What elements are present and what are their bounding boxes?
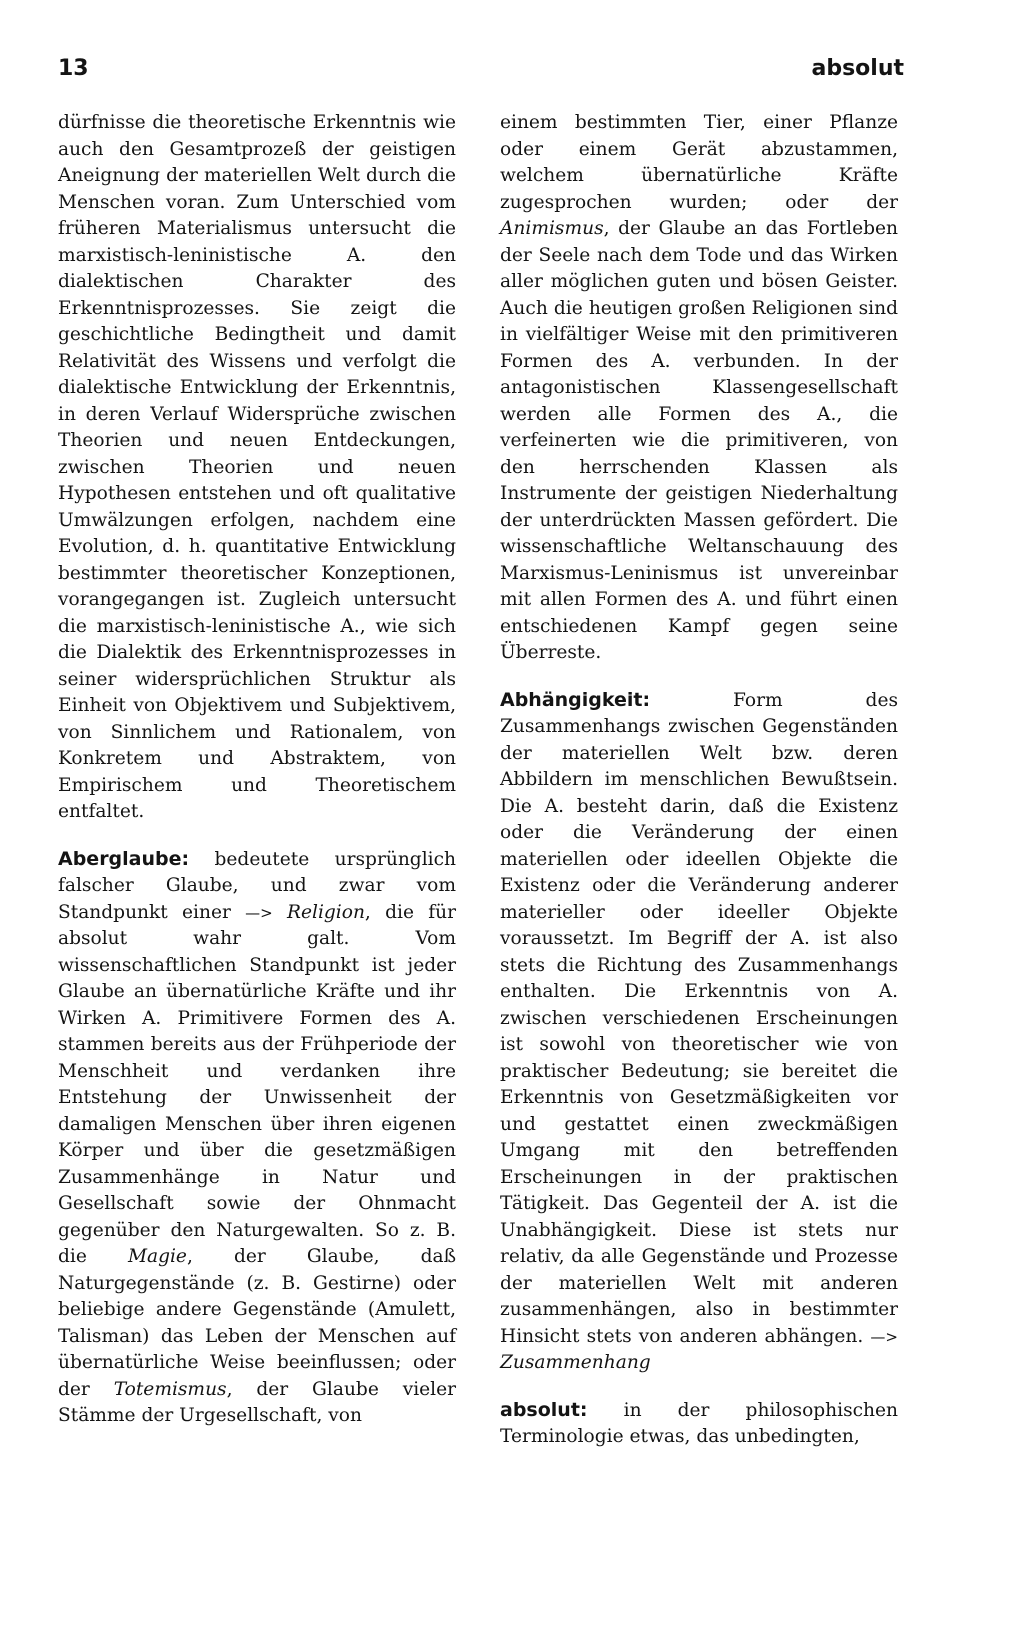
page-number: 13	[58, 56, 89, 81]
cross-reference-arrow-icon: —>	[245, 903, 273, 922]
entry-text: , der Glaube an das Fortleben der Seele nach dem Tode und das Wirken aller möglichen guten und bösen Geister. Auch die heutigen großen Religionen sind in vielfältiger Weise mit den primitiveren Formen des A. verbunden. In der antagonistischen Klassengesellschaft werden alle Formen des A., die verfeinerten wie die primitiveren, von den herrschenden Klassen als Instrumente der geistigen Niederhaltung der unterdrückten Massen gefördert. Die wissenschaftliche Weltanschauung des Marxismus-Leninismus ist unvereinbar mit allen Formen des A. und führt einen entschiedenen Kampf gegen seine Überreste.	[500, 218, 898, 663]
entry-aberglaube	[58, 846, 456, 1430]
entry-text: bedeutete ursprünglich falscher Glaube, und zwar vom Standpunkt einer	[58, 848, 456, 923]
entry-absolut	[500, 1397, 898, 1451]
entry-text: dürfnisse die theoretische Erkenntnis wie auch den Gesamtprozeß der geistigen Aneignung der materiellen Welt durch die Menschen voran. Zum Unterschied vom früheren Materialismus untersucht die marxistisch-leninistische A. den dialektischen Charakter des Erkenntnisprozesses. Sie zeigt die geschichtliche Bedingtheit und damit Relativität des Wissens und verfolgt die dialektische Entwicklung der Erkenntnis, in deren Verlauf Widersprüche zwischen Theorien und neuen Entdeckungen, zwischen Theorien und neuen Hypothesen entstehen und oft qualitative Umwälzungen erfolgen, nachdem eine Evolution, d. h. quantitative Entwicklung bestimmter theoretischer Konzeptionen, vorangegangen ist. Zugleich untersucht die marxistisch-leninistische A., wie sich die Dialektik des Erkenntnisprozesses in seiner widersprüchlichen Struktur als Einheit von Objektivem und Subjektivem, von Sinnlichem und Rationalem, von Konkretem und Abstraktem, von Empirischem und Theoretischem entfaltet.	[58, 112, 456, 822]
entry-continuation-right	[500, 110, 898, 667]
entry-text: , die für absolut wahr galt. Vom wissenschaftlichen Standpunkt ist jeder Glaube an übernatürliche Kräfte und ihr Wirken A. Primitivere Formen des A. stammen bereits aus der Frühperiode der Menschheit und verdanken ihre Entstehung der Unwissenheit der damaligen Menschen über ihren eigenen Körper und über die gesetzmäßigen Zusammenhänge in Natur und Gesellschaft sowie der Ohnmacht gegenüber den Naturgewalten. So z. B. die	[58, 901, 456, 1267]
lemma-abhaengigkeit: Abhängigkeit:	[500, 688, 651, 711]
term-totemismus: Totemismus	[113, 1378, 227, 1400]
entry-text: , der Glaube vieler Stämme der Urgesellschaft, von	[58, 1378, 456, 1426]
entry-continuation-left	[58, 110, 456, 826]
right-column	[500, 110, 898, 1471]
lemma-aberglaube: Aberglaube:	[58, 847, 190, 870]
entry-text: einem bestimmten Tier, einer Pflanze oder einem Gerät abzustammen, welchem übernatürliche Kräfte zugesprochen wurden; oder der	[500, 112, 898, 213]
entry-text: Form des Zusammenhangs zwischen Gegenständen der materiellen Welt bzw. deren Abbildern im menschlichen Bewußtsein. Die A. besteht darin, daß die Existenz oder die Veränderung der einen materiellen oder ideellen Objekte die Existenz oder die Veränderung anderer materieller oder ideeller Objekte voraussetzt. Im Begriff der A. ist also stets die Richtung des Zusammenhangs enthalten. Die Erkenntnis von A. zwischen verschiedenen Erscheinungen ist sowohl von theoretischer wie von praktischer Bedeutung; sie bereitet die Erkenntnis von Gesetzmäßigkeiten vor und gestattet einen zweckmäßigen Umgang mit den betreffenden Erscheinungen in der praktischen Tätigkeit. Das Gegenteil der A. ist die Unabhängigkeit. Diese ist stets nur relativ, da alle Gegenstände und Prozesse der materiellen Welt mit anderen zusammenhängen, also in bestimmter Hinsicht stets von anderen abhängen.	[500, 689, 898, 1347]
left-column	[58, 110, 456, 1450]
cross-reference-arrow-icon: —>	[870, 1327, 898, 1346]
term-animismus: Animismus	[500, 218, 604, 239]
cross-reference-religion: Religion	[287, 901, 365, 923]
entry-text: in der philosophischen Terminologie etwas, das unbedingten,	[500, 1399, 898, 1447]
entry-text: , der Glaube, daß Naturgegenstände (z. B. Gestirne) oder beliebige andere Gegenstände (Amulett, Talisman) das Leben der Menschen auf übernatürliche Weise beeinflussen; oder der	[58, 1246, 456, 1400]
running-head: absolut	[811, 56, 904, 81]
term-magie: Magie	[127, 1246, 187, 1267]
entry-abhaengigkeit	[500, 687, 898, 1377]
cross-reference-zusammenhang: Zusammenhang	[500, 1352, 651, 1373]
lemma-absolut: absolut:	[500, 1398, 588, 1421]
